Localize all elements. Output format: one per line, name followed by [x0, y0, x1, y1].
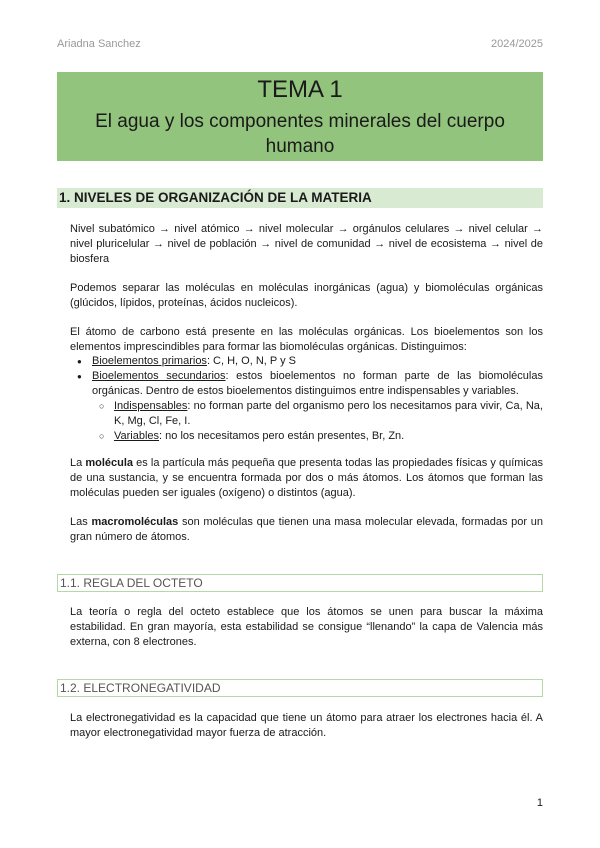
text-indispensables: : no forman parte del organismo pero los necesitamos para vivir, Ca, Na, K, Mg, Cl, Fe, I. [114, 400, 543, 427]
text-variables: : no los necesitamos pero están presentes, Br, Zn. [159, 430, 405, 442]
list-item-primary [70, 354, 543, 369]
p5-bold: macromoléculas [91, 516, 179, 528]
p5-post: son moléculas que tienen una masa molecular elevada, formadas por un gran número de átomos. [70, 516, 543, 543]
p5-pre: Las [70, 516, 92, 528]
molecules-paragraph: Podemos separar las moléculas en moléculas inorgánicas (agua) y biomoléculas orgánicas (glúcidos, lípidos, proteínas, ácidos nucleicos). [70, 282, 543, 309]
section-heading-1-2: 1.2. ELECTRONEGATIVIDAD [57, 679, 543, 697]
page-title: TEMA 1 [257, 76, 343, 103]
subtitle-line-2: humano [265, 136, 335, 157]
term-primary: Bioelementos primarios [92, 355, 207, 367]
header-year: 2024/2025 [491, 38, 543, 50]
electronegativity-paragraph: La electronegatividad es la capacidad que tiene un átomo para atraer los electrones hacia él. A mayor electronegatividad mayor fuerza de atracción. [70, 712, 543, 739]
text-primary: : C, H, O, N, P y S [206, 355, 296, 367]
section-heading-1-1: 1.1. REGLA DEL OCTETO [57, 574, 543, 592]
p4-pre: La [70, 457, 86, 469]
macromolecules-paragraph [70, 515, 543, 545]
page-subtitle [57, 109, 543, 159]
text-secondary: : estos bioelementos no forman parte de las biomoléculas orgánicas. Dentro de estos bioelementos distinguimos entre indispensables y variables. [92, 370, 543, 397]
header-author: Ariadna Sanchez [57, 38, 141, 50]
octet-paragraph: La teoría o regla del octeto establece que los átomos se unen para buscar la máxima estabilidad. En gran mayoría, esta estabilidad se consigue “llenando” la capa de Valencia más externa, con 8 electrones. [70, 606, 543, 648]
carbon-paragraph: El átomo de carbono está presente en las moléculas orgánicas. Los bioelementos son los elementos imprescindibles para formar las biomoléculas orgánicas. Distinguimos: [70, 326, 543, 353]
term-variables: Variables [114, 430, 160, 442]
p4-post: es la partícula más pequeña que presenta todas las propiedades físicas y químicas de una sustancia, y se encuentra formada por dos o más átomos. Los átomos que forman las moléculas pueden ser iguales (oxígeno) o distintos (agua). [70, 457, 543, 499]
subtitle-line-1: El agua y los componentes minerales del cuerpo [95, 111, 505, 132]
list-item-secondary [70, 369, 543, 444]
list-item-indispensables [92, 399, 543, 429]
term-indispensables: Indispensables [114, 400, 188, 412]
bioelements-list [70, 354, 543, 444]
levels-paragraph: Nivel subatómico → nivel atómico → nivel molecular → orgánulos celulares → nivel celular → nivel pluricelular → nivel de población → nivel de comunidad → nivel de ecosistema → nivel de biosfera [70, 223, 543, 265]
page-number: 1 [536, 797, 543, 809]
title-box [57, 72, 543, 161]
section-heading-1: 1. NIVELES DE ORGANIZACIÓN DE LA MATERIA [57, 188, 543, 208]
molecule-paragraph [70, 456, 543, 501]
p4-bold: molécula [85, 457, 134, 469]
list-item-variables [92, 429, 543, 444]
secondary-sublist [92, 399, 543, 444]
term-secondary: Bioelementos secundarios [92, 370, 226, 382]
